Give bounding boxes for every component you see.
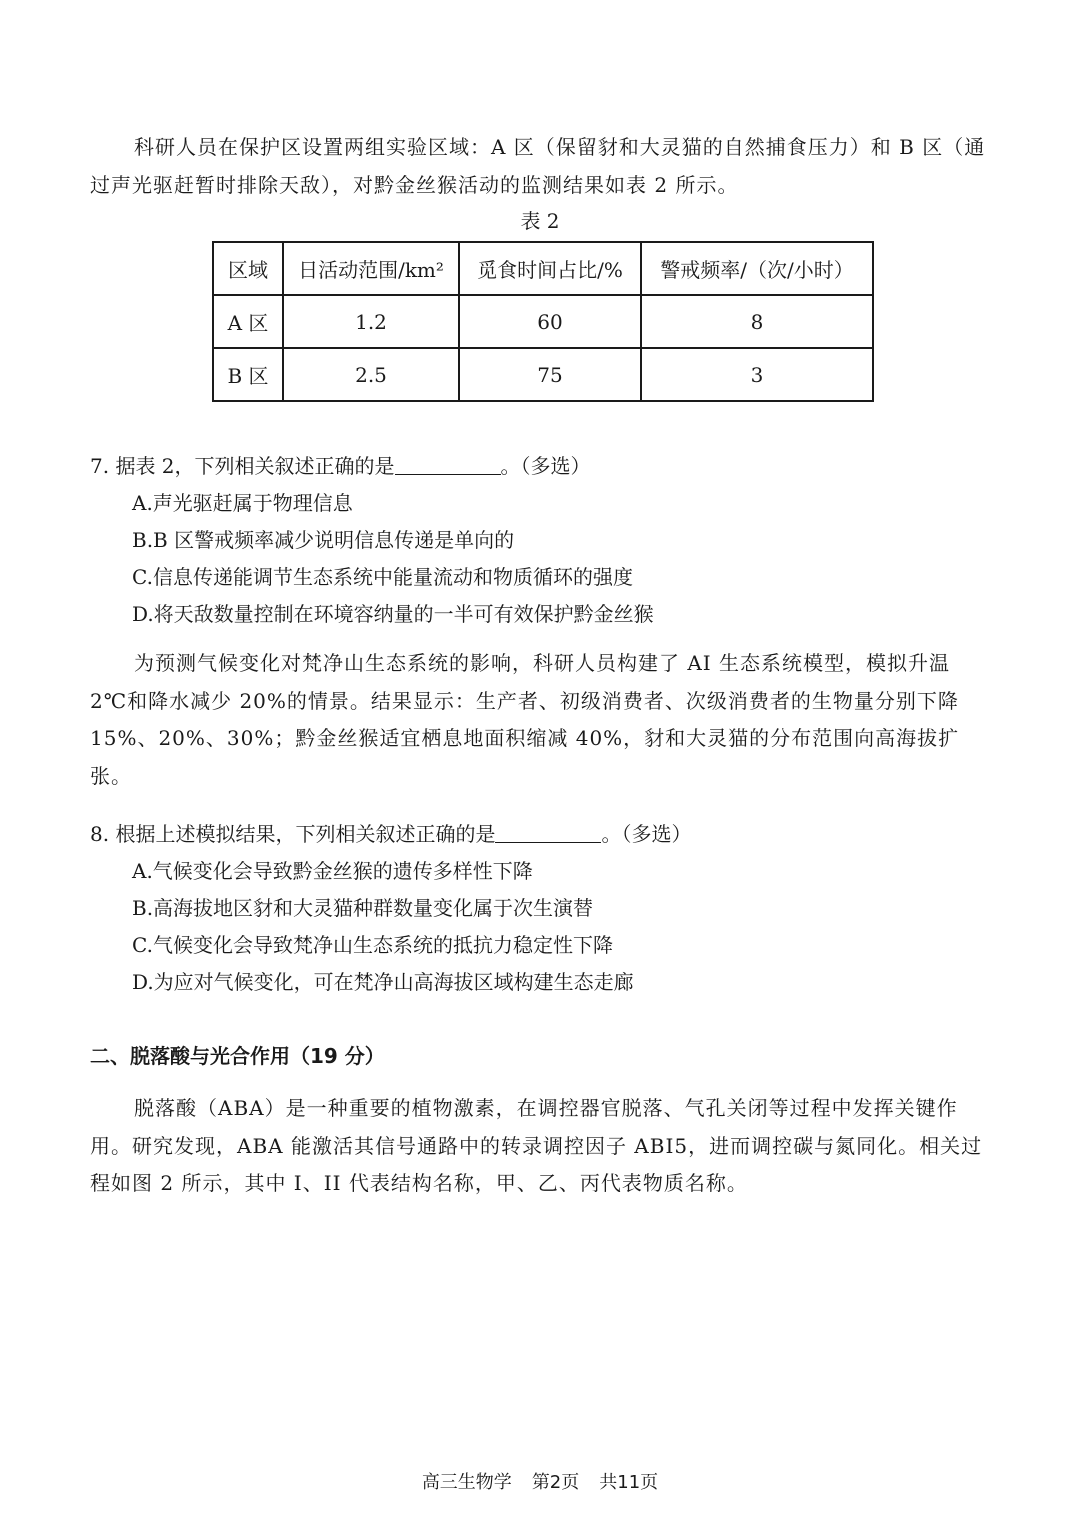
table-cell: 8 bbox=[641, 295, 873, 348]
table-cell: 75 bbox=[459, 348, 641, 401]
question-8-stem bbox=[90, 818, 691, 847]
table-row bbox=[213, 348, 873, 401]
header-region: 区域 bbox=[213, 242, 283, 295]
answer-blank bbox=[395, 454, 501, 475]
question-suffix: 。（多选） bbox=[601, 822, 692, 846]
header-alert-frequency: 警戒频率/（次/小时） bbox=[641, 242, 873, 295]
q8-option-d: D.为应对气候变化，可在梵净山高海拔区域构建生态走廊 bbox=[132, 970, 634, 994]
monitoring-table bbox=[212, 241, 874, 402]
section-paragraph: 脱落酸（ABA）是一种重要的植物激素，在调控器官脱落、气孔关闭等过程中发挥关键作用。研究发现，ABA 能激活其信号通路中的转录调控因子 ABI5，进而调控碳与氮同化。相关过程如图 2 所示，其中 I、II 代表结构名称，甲、乙、丙代表物质名称。 bbox=[90, 1096, 983, 1195]
section-title: 二、脱落酸与光合作用（19 分） bbox=[90, 1044, 385, 1068]
table-cell: 3 bbox=[641, 348, 873, 401]
table-cell: B 区 bbox=[213, 348, 283, 401]
footer-subject: 高三生物学 bbox=[421, 1472, 512, 1493]
question-text: 根据上述模拟结果，下列相关叙述正确的是 bbox=[115, 822, 496, 846]
table-cell: A 区 bbox=[213, 295, 283, 348]
table-header-row bbox=[213, 242, 873, 295]
intro-paragraph: 科研人员在保护区设置两组实验区域：A 区（保留豺和大灵猫的自然捕食压力）和 B 区（通过声光驱赶暂时排除天敌），对黔金丝猴活动的监测结果如表 2 所示。 bbox=[90, 135, 986, 197]
header-activity-range: 日活动范围/km² bbox=[283, 242, 459, 295]
q8-option-b: B.高海拔地区豺和大灵猫种群数量变化属于次生演替 bbox=[132, 896, 594, 920]
table-cell: 1.2 bbox=[283, 295, 459, 348]
climate-paragraph: 为预测气候变化对梵净山生态系统的影响，科研人员构建了 AI 生态系统模型，模拟升温 2℃和降水减少 20%的情景。结果显示：生产者、初级消费者、次级消费者的生物量分别下降 15%、20%、30%；黔金丝猴适宜栖息地面积缩减 40%，豺和大灵猫的分布范围向高海拔扩张。 bbox=[90, 651, 960, 788]
question-7-stem bbox=[90, 450, 591, 479]
table-caption: 表 2 bbox=[520, 209, 560, 233]
answer-blank bbox=[495, 822, 601, 843]
table-row bbox=[213, 295, 873, 348]
q7-option-c: C.信息传递能调节生态系统中能量流动和物质循环的强度 bbox=[132, 565, 633, 589]
page-footer bbox=[0, 1468, 1080, 1494]
table-cell: 60 bbox=[459, 295, 641, 348]
header-foraging-ratio: 觅食时间占比/% bbox=[459, 242, 641, 295]
question-number: 8. bbox=[90, 822, 110, 846]
q7-option-a: A.声光驱赶属于物理信息 bbox=[132, 491, 353, 515]
question-number: 7. bbox=[90, 454, 110, 478]
footer-total: 共11页 bbox=[599, 1472, 659, 1493]
q8-option-a: A.气候变化会导致黔金丝猴的遗传多样性下降 bbox=[132, 859, 533, 883]
table-cell: 2.5 bbox=[283, 348, 459, 401]
q8-option-c: C.气候变化会导致梵净山生态系统的抵抗力稳定性下降 bbox=[132, 933, 613, 957]
q7-option-b: B.B 区警戒频率减少说明信息传递是单向的 bbox=[132, 528, 515, 552]
footer-page: 第2页 bbox=[531, 1472, 580, 1493]
question-suffix: 。（多选） bbox=[500, 454, 591, 478]
question-text: 据表 2，下列相关叙述正确的是 bbox=[115, 454, 395, 478]
q7-option-d: D.将天敌数量控制在环境容纳量的一半可有效保护黔金丝猴 bbox=[132, 602, 654, 626]
